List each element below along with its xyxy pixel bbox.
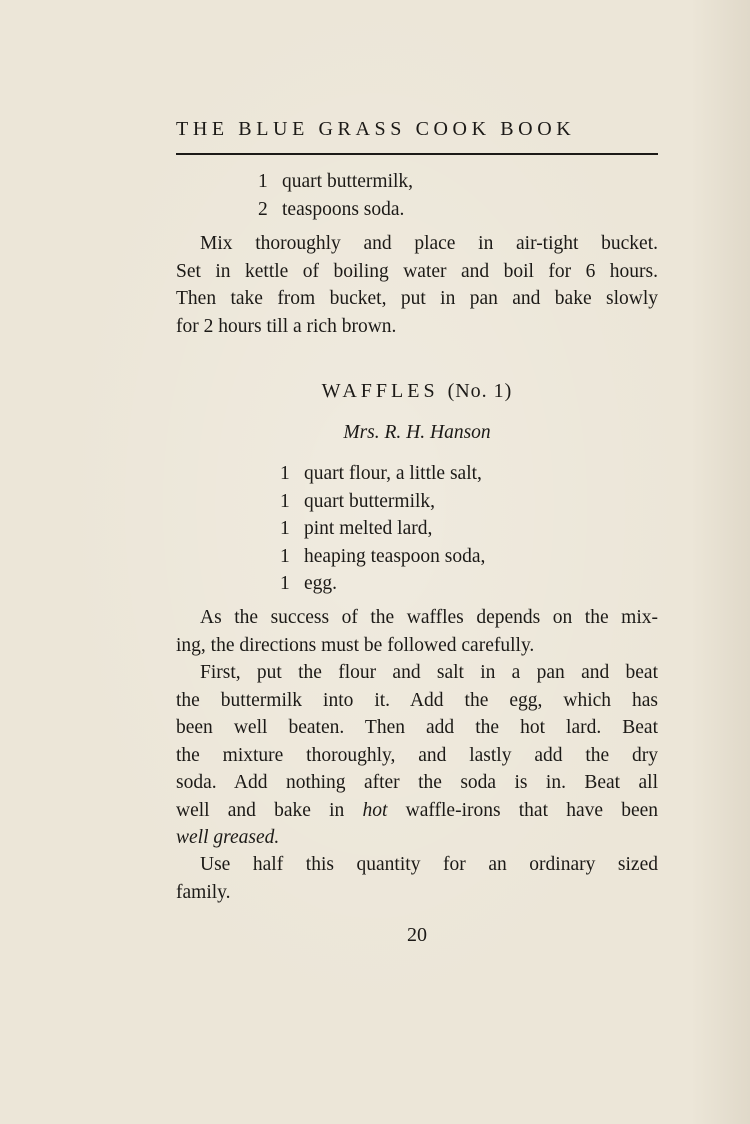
page-number: 20 bbox=[407, 924, 427, 946]
ingredient-text: pint melted lard, bbox=[304, 518, 433, 539]
paragraph-line: As the success of the waffles depends on the mix- bbox=[200, 607, 658, 628]
paragraph-line: Mix thoroughly and place in air-tight bucket. bbox=[200, 233, 658, 254]
directions-paragraph-2 bbox=[176, 659, 658, 852]
ingredient-line bbox=[280, 515, 485, 543]
ingredient-line bbox=[258, 196, 413, 224]
ingredient-qty: 1 bbox=[280, 573, 290, 594]
ingredient-text: quart flour, a little salt, bbox=[304, 463, 482, 484]
paragraph-line: the buttermilk into it. Add the egg, which has bbox=[176, 689, 658, 711]
text-run: well and bake in bbox=[176, 799, 345, 821]
paragraph-line: family. bbox=[176, 881, 231, 903]
ingredient-line bbox=[280, 570, 485, 598]
ingredient-line bbox=[280, 488, 485, 516]
ingredient-qty: 1 bbox=[280, 490, 290, 512]
ingredient-qty: 1 bbox=[280, 545, 290, 567]
running-head: THE BLUE GRASS COOK BOOK bbox=[176, 118, 576, 140]
ingredient-qty: 1 bbox=[280, 463, 290, 484]
ingredient-text: heaping teaspoon soda, bbox=[304, 545, 486, 567]
ingredient-text: quart buttermilk, bbox=[304, 490, 436, 512]
paragraph-line: been well beaten. Then add the hot lard. Beat bbox=[176, 717, 658, 738]
waffle-ingredients bbox=[280, 460, 485, 598]
text-run: waffle-irons that have been bbox=[405, 799, 659, 821]
recipe-author: Mrs. R. H. Hanson bbox=[343, 422, 491, 443]
paragraph-line: ing, the directions must be followed carefully. bbox=[176, 634, 535, 656]
ingredient-qty: 1 bbox=[258, 171, 268, 192]
paragraph-line: soda. Add nothing after the soda is in. Beat all bbox=[176, 772, 658, 793]
ingredient-text: egg. bbox=[304, 573, 338, 594]
paragraph-line: Use half this quantity for an ordinary sized bbox=[200, 854, 658, 875]
emphasis-text: well greased. bbox=[176, 827, 280, 848]
ingredient-qty: 1 bbox=[280, 518, 290, 539]
paragraph-line: the mixture thoroughly, and lastly add the dry bbox=[176, 744, 658, 766]
paragraph-line bbox=[176, 797, 658, 825]
continued-ingredients bbox=[258, 168, 413, 223]
directions-paragraph-1 bbox=[176, 604, 658, 659]
paragraph-line: Set in kettle of boiling water and boil for 6 hours. bbox=[176, 260, 658, 282]
recipe-title-text: WAFFLES bbox=[321, 380, 439, 402]
paragraph-line: Then take from bucket, put in pan and bake slowly bbox=[176, 288, 658, 309]
recipe-number: (No. 1) bbox=[447, 380, 513, 402]
recipe-title bbox=[176, 380, 658, 403]
emphasis-text: hot bbox=[362, 799, 388, 821]
ingredient-qty: 2 bbox=[258, 198, 268, 220]
paragraph-line: First, put the flour and salt in a pan and beat bbox=[200, 662, 658, 683]
paragraph-line: for 2 hours till a rich brown. bbox=[176, 315, 397, 337]
ingredient-text: teaspoons soda. bbox=[282, 198, 405, 220]
ingredient-line bbox=[280, 543, 485, 571]
header-rule bbox=[176, 153, 658, 155]
directions-paragraph-3 bbox=[176, 851, 658, 906]
ingredient-text: quart buttermilk, bbox=[282, 171, 414, 192]
ingredient-line bbox=[280, 460, 485, 488]
paragraph-line bbox=[176, 824, 658, 852]
continued-directions bbox=[176, 230, 658, 340]
ingredient-line bbox=[258, 168, 413, 196]
